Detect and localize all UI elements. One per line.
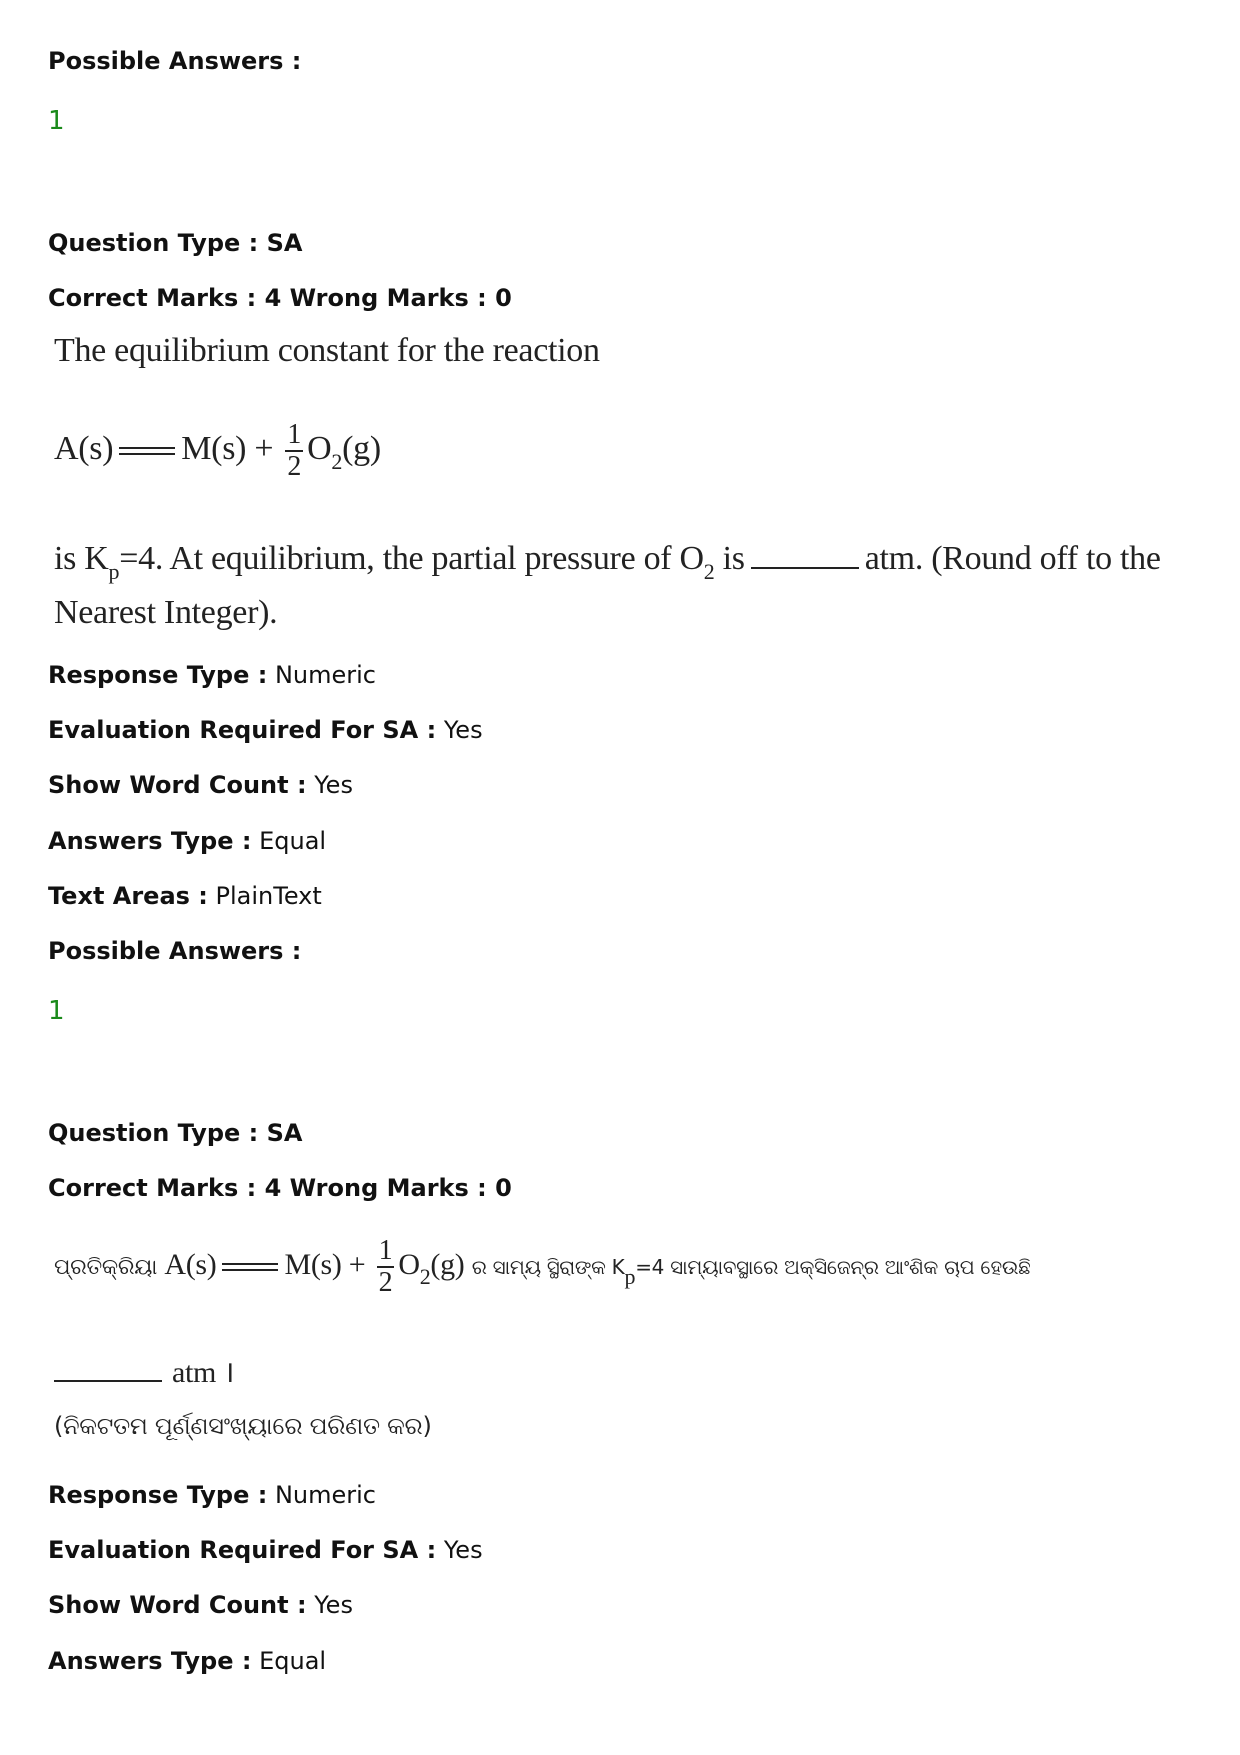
- evaluation-required: Evaluation Required For SA : Yes: [48, 716, 483, 744]
- answers-type: Answers Type : Equal: [48, 1647, 327, 1675]
- possible-answers-label: Possible Answers :: [48, 937, 302, 965]
- question-text-line1: The equilibrium constant for the reaction: [54, 332, 600, 369]
- equilibrium-arrow-icon: [119, 446, 175, 456]
- possible-answers-label: Possible Answers :: [48, 47, 302, 75]
- half-fraction: $\frac{1}{2}$: [287, 419, 302, 482]
- text-areas: Text Areas : PlainText: [48, 882, 322, 910]
- question-text-odia-line3: (ନିକଟତମ ପୂର୍ଣ୍ଣସଂଖ୍ୟାରେ ପରିଣତ କର): [54, 1412, 432, 1440]
- question-text-odia-line1: ପ୍ରତିକ୍ରିୟା A(s) M(s) + $\frac{1}{2}$ $O_2(g)$ ର ସାମ୍ୟ ସ୍ଥିରାଙ୍କ $K_p=4$ ସାମ୍ୟାବସ୍ଥାରେ ଅକ୍ସିଜେନ୍‌ର ଆଂଶିକ ଚାପ ହେଉଛି: [54, 1235, 1031, 1298]
- half-fraction: $\frac{1}{2}$: [378, 1235, 393, 1298]
- response-type: Response Type : Numeric: [48, 661, 376, 689]
- evaluation-required: Evaluation Required For SA : Yes: [48, 1536, 483, 1564]
- question-type: Question Type : SA: [48, 1119, 303, 1147]
- question-text-odia-line2: atm ।: [54, 1350, 234, 1391]
- possible-answer-value: 1: [48, 106, 65, 136]
- question-marks: Correct Marks : 4 Wrong Marks : 0: [48, 284, 512, 312]
- reaction-equation: A(s) M(s) + $\frac{1}{2}$ $O_2(g)$: [54, 419, 381, 482]
- response-type: Response Type : Numeric: [48, 1481, 376, 1509]
- question-marks: Correct Marks : 4 Wrong Marks : 0: [48, 1174, 512, 1202]
- answer-blank: [751, 543, 859, 569]
- question-type: Question Type : SA: [48, 229, 303, 257]
- show-word-count: Show Word Count : Yes: [48, 1591, 353, 1619]
- answers-type: Answers Type : Equal: [48, 827, 327, 855]
- possible-answer-value: 1: [48, 996, 65, 1026]
- question-text-line3: Nearest Integer).: [54, 594, 278, 631]
- equilibrium-arrow-icon: [222, 1262, 278, 1272]
- show-word-count: Show Word Count : Yes: [48, 771, 353, 799]
- answer-blank: [54, 1356, 162, 1382]
- question-text-line2: is $K_p=4$. At equilibrium, the partial pressure of $O_2$ is atm. (Round off to the: [54, 540, 1161, 584]
